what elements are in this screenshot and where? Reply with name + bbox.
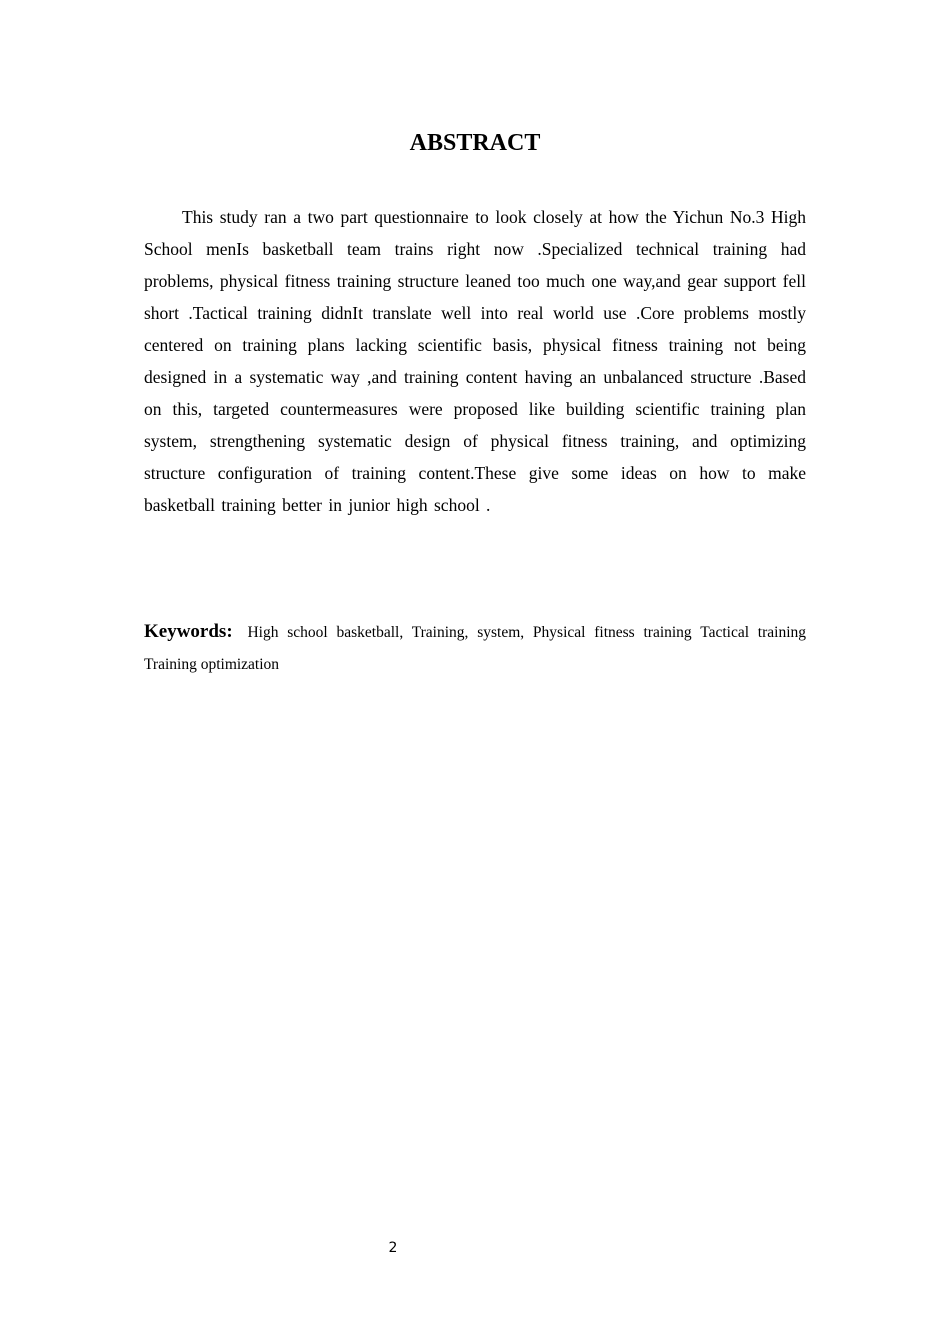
keywords-line	[144, 616, 806, 681]
page-number: 2	[388, 1240, 398, 1256]
keywords-label: Keywords:	[144, 621, 233, 642]
abstract-paragraph: This study ran a two part questionnaire to look closely at how the Yichun No.3 High School menIs basketball team trains right now .Specialized technical training had problems, physical fitness training structure leaned too much one way,and gear support fell short .Tactical training didnIt translate well into real world use .Core problems mostly centered on training plans lacking scientific basis, physical fitness training not being designed in a systematic way ,and training content having an unbalanced structure .Based on this, targeted countermeasures were proposed like building scientific training plan system, strengthening systematic design of physical fitness training, and optimizing structure configuration of training content.These give some ideas on how to make basketball training better in junior high school .	[144, 207, 806, 515]
keywords-text: High school basketball, Training, system, Physical fitness training Tactical training Training optimization	[144, 624, 807, 673]
abstract-title: ABSTRACT	[409, 130, 541, 156]
